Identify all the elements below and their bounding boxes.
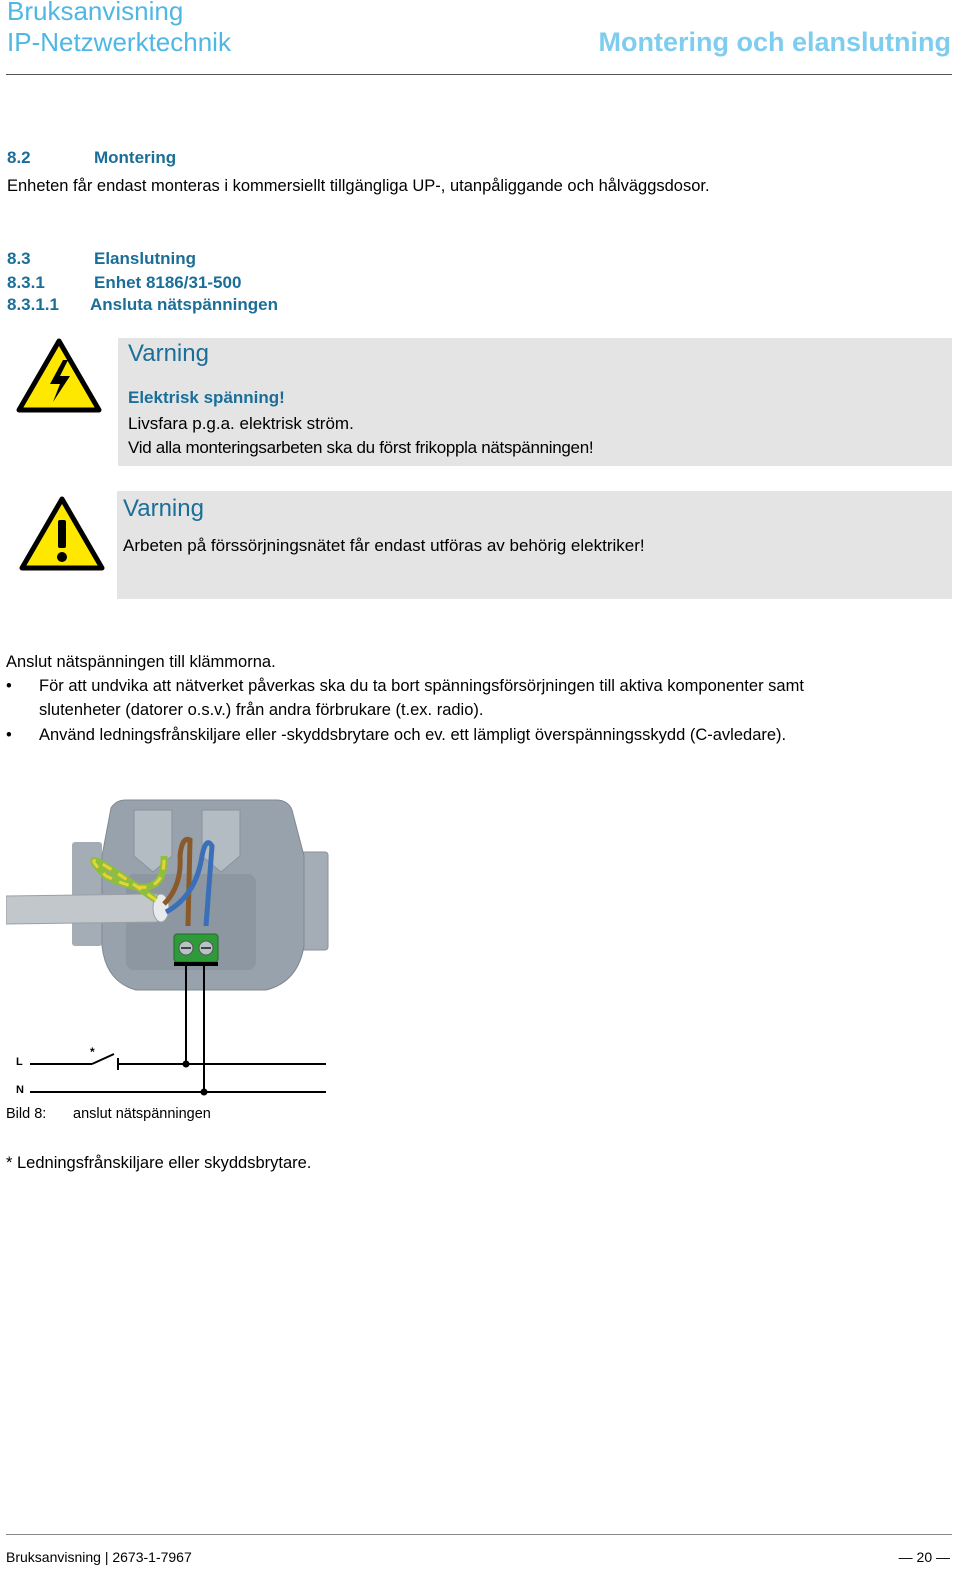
- doc-title: Bruksanvisning: [7, 0, 184, 26]
- section-number: 8.2: [7, 148, 31, 167]
- bullet-text: För att undvika att nätverket påverkas ska du ta bort spänningsförsörjningen till aktiva komponenter samt: [39, 677, 804, 695]
- page-number: — 20 —: [898, 1549, 950, 1565]
- section-text-8-2: Enheten får endast monteras i kommersiellt tillgängliga UP-, utanpåliggande och hålväggsdosor.: [7, 177, 710, 195]
- line-label-n: N: [16, 1084, 24, 1096]
- line-label-l: L: [16, 1056, 23, 1068]
- figure-caption: anslut nätspänningen: [73, 1106, 211, 1122]
- bullet-symbol: •: [6, 677, 12, 695]
- bullet-text: Använd ledningsfrånskiljare eller -skyddsbrytare och ev. ett lämpligt överspänningsskydd (C-avledare).: [39, 726, 787, 744]
- warning-line: Vid alla monteringsarbeten ska du först frikoppla nätspänningen!: [128, 438, 594, 457]
- bullet-item: [6, 725, 946, 745]
- warning-box-general: [117, 491, 952, 599]
- warning-line: Livsfara p.g.a. elektrisk ström.: [128, 414, 354, 433]
- warning-box-electric: [118, 338, 952, 466]
- warning-title: Varning: [128, 340, 209, 367]
- general-warning-icon: [19, 496, 105, 572]
- doc-subtitle: IP-Netzwerktechnik: [7, 27, 231, 57]
- section-number: 8.3.1: [7, 273, 45, 292]
- switch-footnote-mark: *: [90, 1045, 95, 1059]
- bullet-item: [6, 676, 946, 720]
- section-title: Enhet 8186/31-500: [94, 273, 242, 292]
- warning-subtitle: Elektrisk spänning!: [128, 388, 285, 407]
- wiring-figure: [6, 796, 336, 1102]
- chapter-title: Montering och elanslutning: [598, 27, 951, 57]
- warning-line: Arbeten på förssörjningsnätet får endast utföras av behörig elektriker!: [123, 536, 645, 555]
- instruction-intro: Anslut nätspänningen till klämmorna.: [6, 653, 276, 671]
- bullet-symbol: •: [6, 726, 12, 744]
- footer-divider: [6, 1534, 952, 1535]
- section-title: Ansluta nätspänningen: [90, 295, 278, 314]
- figure-label: Bild 8:: [6, 1106, 47, 1122]
- bullet-text: slutenheter (datorer o.s.v.) från andra förbrukare (t.ex. radio).: [39, 701, 484, 719]
- section-number: 8.3.1.1: [7, 295, 59, 314]
- section-title: Elanslutning: [94, 249, 196, 268]
- footnote: * Ledningsfrånskiljare eller skyddsbrytare.: [6, 1154, 312, 1172]
- section-title: Montering: [94, 148, 177, 167]
- footer-doc-id: Bruksanvisning | 2673-1-7967: [6, 1549, 192, 1565]
- section-number: 8.3: [7, 249, 31, 268]
- electric-hazard-icon: [16, 338, 102, 414]
- header-divider: [6, 74, 952, 75]
- warning-title: Varning: [123, 495, 204, 522]
